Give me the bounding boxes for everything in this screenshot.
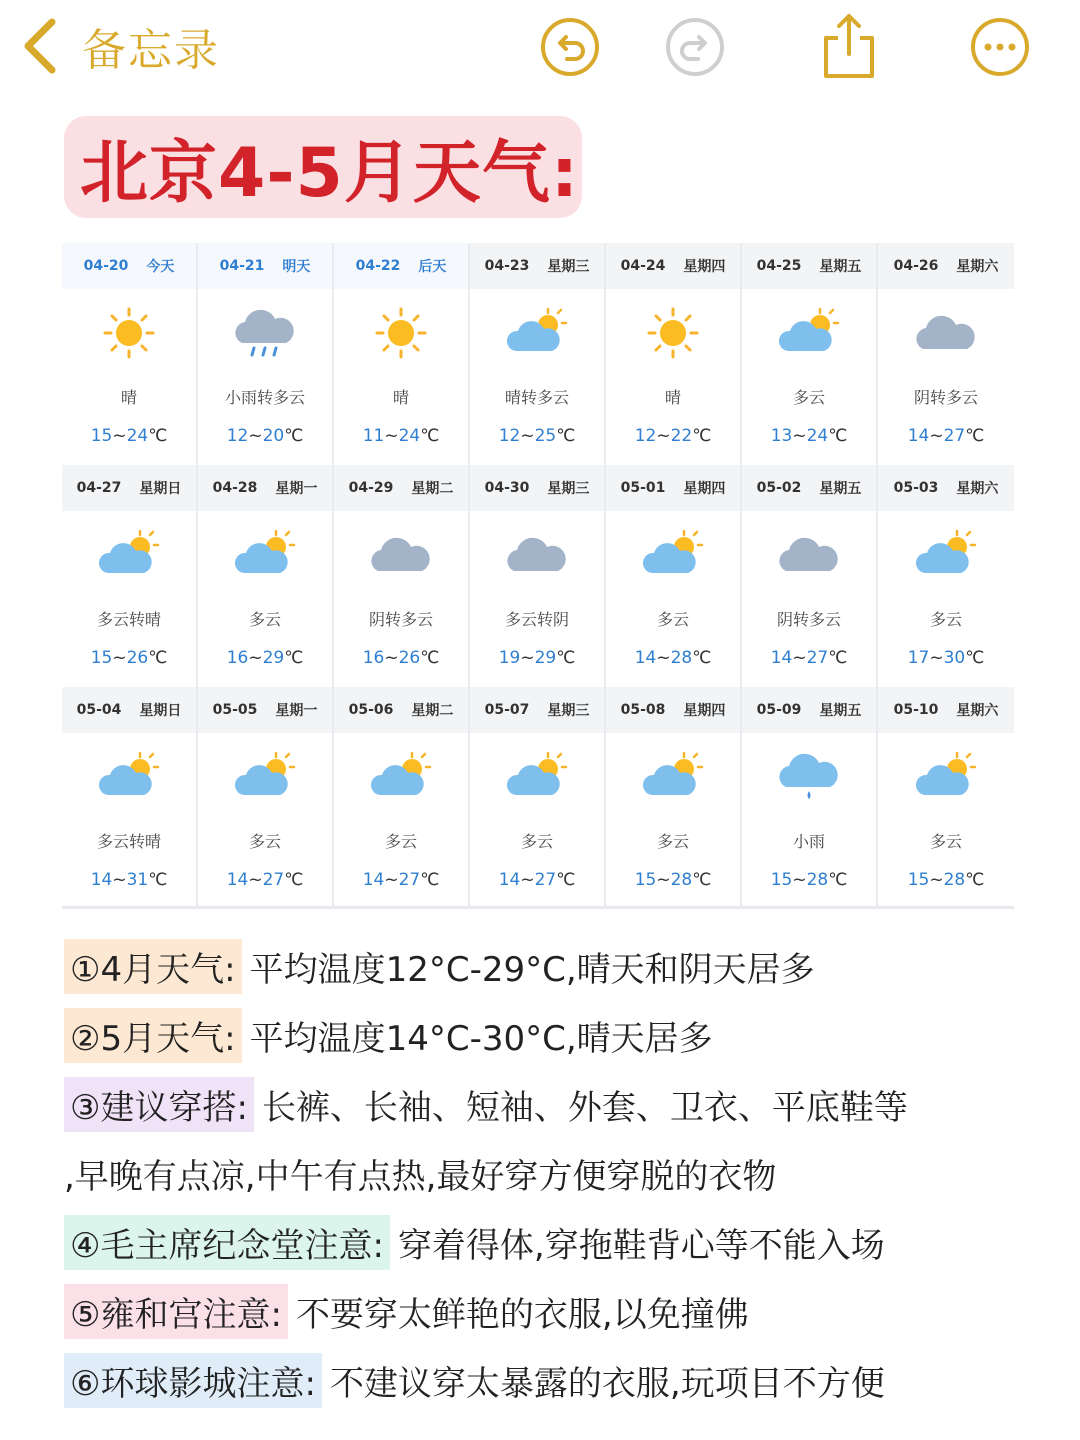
forecast-date: 05-05 <box>212 702 258 718</box>
forecast-temperature <box>771 870 848 890</box>
temp-high: 29 <box>534 648 557 668</box>
forecast-day-cell <box>62 465 198 687</box>
forecast-day-cell <box>878 243 1014 465</box>
temp-unit: ℃ <box>965 870 985 890</box>
forecast-temperature <box>499 870 576 890</box>
forecast-day-header <box>878 465 1014 511</box>
forecast-condition: 多云 <box>656 610 689 629</box>
forecast-temperature <box>635 870 712 890</box>
forecast-date: 04-28 <box>212 480 258 496</box>
note-text: 平均温度12°C-29°C,晴天和阴天居多 <box>249 950 815 990</box>
forecast-day-cell <box>878 465 1014 687</box>
temp-unit: ℃ <box>556 426 576 446</box>
temp-low: 16 <box>362 648 385 668</box>
partly-cloudy-icon <box>772 303 846 363</box>
forecast-condition: 晴 <box>392 388 409 407</box>
temp-low: 19 <box>498 648 521 668</box>
forecast-day-cell <box>606 243 742 465</box>
forecast-date: 04-21 <box>219 258 265 274</box>
forecast-weekday: 星期一 <box>275 481 318 497</box>
temp-low: 11 <box>362 426 385 446</box>
note-text: ,早晚有点凉,中午有点热,最好穿方便穿脱的衣物 <box>64 1157 777 1197</box>
forecast-temperature <box>635 648 712 668</box>
note-heading: ⑥环球影城注意: <box>64 1353 322 1408</box>
temp-low: 12 <box>226 426 249 446</box>
temp-high: 27 <box>943 426 966 446</box>
forecast-weekday: 星期五 <box>819 481 862 497</box>
forecast-day-header <box>198 465 332 511</box>
weather-forecast-table <box>62 243 1014 909</box>
forecast-day-cell <box>334 243 470 465</box>
forecast-day-header <box>742 243 876 289</box>
forecast-weekday: 星期四 <box>683 703 726 719</box>
forecast-day-header <box>62 243 196 289</box>
forecast-condition: 多云 <box>929 610 962 629</box>
partly-cloudy-icon <box>228 525 302 585</box>
temp-high: 24 <box>398 426 421 446</box>
undo-icon <box>539 16 601 78</box>
more-button[interactable] <box>969 16 1031 78</box>
share-button[interactable] <box>818 12 880 80</box>
forecast-date: 04-24 <box>620 258 666 274</box>
forecast-condition: 多云 <box>520 832 553 851</box>
forecast-weekday: 星期日 <box>139 703 182 719</box>
temp-low: 13 <box>770 426 793 446</box>
redo-button[interactable] <box>664 16 726 78</box>
temp-separator: ~ <box>792 870 807 890</box>
temp-separator: ~ <box>656 648 671 668</box>
temp-separator: ~ <box>112 870 127 890</box>
forecast-condition: 多云 <box>656 832 689 851</box>
forecast-condition: 多云转阴 <box>504 610 569 629</box>
share-icon <box>818 12 880 80</box>
temp-low: 15 <box>907 870 930 890</box>
forecast-day-cell <box>742 687 878 909</box>
temp-unit: ℃ <box>420 426 440 446</box>
forecast-date: 05-10 <box>893 702 939 718</box>
forecast-temperature <box>91 870 168 890</box>
forecast-day-header <box>878 687 1014 733</box>
overcast-icon <box>909 303 983 363</box>
note-heading: ③建议穿搭: <box>64 1077 254 1132</box>
temp-unit: ℃ <box>692 870 712 890</box>
forecast-condition: 多云 <box>248 832 281 851</box>
note-heading: ④毛主席纪念堂注意: <box>64 1215 390 1270</box>
note-line[interactable] <box>64 1346 1024 1415</box>
temp-high: 27 <box>806 648 829 668</box>
forecast-temperature <box>227 426 304 446</box>
forecast-day-cell <box>742 243 878 465</box>
forecast-condition: 多云 <box>929 832 962 851</box>
temp-low: 15 <box>634 870 657 890</box>
forecast-day-cell <box>878 687 1014 909</box>
overcast-icon <box>772 525 846 585</box>
forecast-day-header <box>62 687 196 733</box>
forecast-date: 05-02 <box>756 480 802 496</box>
temp-separator: ~ <box>520 648 535 668</box>
temp-unit: ℃ <box>556 870 576 890</box>
forecast-day-cell <box>470 687 606 909</box>
temp-unit: ℃ <box>148 648 168 668</box>
note-line[interactable] <box>64 1070 1024 1139</box>
forecast-day-header <box>334 687 468 733</box>
temp-low: 15 <box>90 648 113 668</box>
temp-separator: ~ <box>384 870 399 890</box>
temp-high: 31 <box>126 870 149 890</box>
temp-separator: ~ <box>656 426 671 446</box>
forecast-weekday: 星期一 <box>275 703 318 719</box>
overcast-icon <box>364 525 438 585</box>
forecast-day-cell <box>62 243 198 465</box>
forecast-day-cell <box>470 465 606 687</box>
forecast-weekday: 星期五 <box>819 259 862 275</box>
undo-button[interactable] <box>539 16 601 78</box>
forecast-date: 04-25 <box>756 258 802 274</box>
forecast-weekday: 星期四 <box>683 259 726 275</box>
forecast-day-cell <box>198 243 334 465</box>
forecast-temperature <box>363 426 440 446</box>
partly-cloudy-icon <box>92 525 166 585</box>
temp-unit: ℃ <box>284 870 304 890</box>
forecast-weekday: 星期三 <box>547 481 590 497</box>
temp-high: 26 <box>398 648 421 668</box>
temp-high: 29 <box>262 648 285 668</box>
temp-low: 14 <box>90 870 113 890</box>
temp-separator: ~ <box>520 870 535 890</box>
forecast-date: 05-04 <box>76 702 122 718</box>
forecast-day-cell <box>334 687 470 909</box>
note-line[interactable] <box>64 932 1024 1001</box>
forecast-temperature <box>363 648 440 668</box>
temp-high: 26 <box>126 648 149 668</box>
forecast-temperature <box>635 426 712 446</box>
note-text: 不建议穿太暴露的衣服,玩项目不方便 <box>329 1364 885 1404</box>
note-text: 长裤、长袖、短袖、外套、卫衣、平底鞋等 <box>261 1088 908 1128</box>
temp-unit: ℃ <box>692 648 712 668</box>
temp-separator: ~ <box>929 648 944 668</box>
forecast-condition: 多云转晴 <box>96 610 161 629</box>
chevron-left-icon <box>18 16 62 76</box>
note-line[interactable] <box>64 1277 1024 1346</box>
forecast-date: 04-30 <box>484 480 530 496</box>
partly-cloudy-icon <box>228 747 302 807</box>
forecast-temperature <box>771 426 848 446</box>
temp-unit: ℃ <box>828 426 848 446</box>
forecast-temperature <box>908 870 985 890</box>
forecast-temperature <box>227 870 304 890</box>
forecast-condition: 晴 <box>664 388 681 407</box>
forecast-day-cell <box>606 465 742 687</box>
partly-cloudy-icon <box>909 747 983 807</box>
temp-low: 14 <box>770 648 793 668</box>
forecast-temperature <box>363 870 440 890</box>
forecast-day-header <box>198 687 332 733</box>
redo-icon <box>664 16 726 78</box>
temp-separator: ~ <box>112 648 127 668</box>
temp-high: 28 <box>670 648 693 668</box>
title-highlight <box>64 116 582 218</box>
temp-high: 27 <box>262 870 285 890</box>
temp-high: 24 <box>806 426 829 446</box>
light-rain-icon <box>772 747 846 807</box>
temp-low: 14 <box>634 648 657 668</box>
forecast-weekday: 星期四 <box>683 481 726 497</box>
temp-separator: ~ <box>929 426 944 446</box>
forecast-day-header <box>470 465 604 511</box>
forecast-condition: 阴转多云 <box>913 388 978 407</box>
forecast-date: 05-06 <box>348 702 394 718</box>
forecast-temperature <box>91 426 168 446</box>
temp-low: 15 <box>770 870 793 890</box>
forecast-weekday: 星期二 <box>411 703 454 719</box>
temp-low: 16 <box>226 648 249 668</box>
forecast-day-cell <box>742 465 878 687</box>
overcast-icon <box>500 525 574 585</box>
forecast-weekday: 星期六 <box>956 259 999 275</box>
temp-high: 28 <box>943 870 966 890</box>
temp-low: 15 <box>90 426 113 446</box>
temp-unit: ℃ <box>284 426 304 446</box>
note-text: 穿着得体,穿拖鞋背心等不能入场 <box>397 1226 885 1266</box>
sun-icon <box>636 303 710 363</box>
forecast-day-header <box>470 243 604 289</box>
forecast-weekday: 星期六 <box>956 481 999 497</box>
forecast-date: 05-01 <box>620 480 666 496</box>
temp-low: 17 <box>907 648 930 668</box>
temp-low: 14 <box>907 426 930 446</box>
temp-unit: ℃ <box>828 648 848 668</box>
temp-high: 22 <box>670 426 693 446</box>
note-heading: ①4月天气: <box>64 939 242 994</box>
temp-unit: ℃ <box>556 648 576 668</box>
forecast-date: 04-26 <box>893 258 939 274</box>
forecast-day-cell <box>334 465 470 687</box>
forecast-temperature <box>908 648 985 668</box>
forecast-day-cell <box>470 243 606 465</box>
forecast-date: 05-07 <box>484 702 530 718</box>
partly-cloudy-icon <box>92 747 166 807</box>
partly-cloudy-icon <box>500 303 574 363</box>
forecast-day-header <box>62 465 196 511</box>
temp-separator: ~ <box>520 426 535 446</box>
forecast-date: 04-23 <box>484 258 530 274</box>
forecast-date: 05-09 <box>756 702 802 718</box>
forecast-temperature <box>771 648 848 668</box>
forecast-day-cell <box>606 687 742 909</box>
page-title[interactable]: 北京4-5月天气: <box>80 133 580 213</box>
forecast-day-cell <box>198 687 334 909</box>
temp-unit: ℃ <box>420 870 440 890</box>
temp-high: 20 <box>262 426 285 446</box>
rain-cloud-icon <box>228 303 302 363</box>
forecast-condition: 晴 <box>120 388 137 407</box>
temp-high: 27 <box>534 870 557 890</box>
forecast-date: 04-27 <box>76 480 122 496</box>
forecast-date: 04-22 <box>355 258 401 274</box>
temp-separator: ~ <box>929 870 944 890</box>
forecast-weekday: 星期三 <box>547 259 590 275</box>
forecast-weekday: 后天 <box>418 259 447 275</box>
temp-unit: ℃ <box>148 426 168 446</box>
forecast-condition: 阴转多云 <box>776 610 841 629</box>
forecast-day-cell <box>62 687 198 909</box>
partly-cloudy-icon <box>909 525 983 585</box>
top-toolbar <box>0 0 1080 96</box>
forecast-condition: 小雨 <box>792 832 825 851</box>
forecast-date: 04-20 <box>83 258 129 274</box>
note-line[interactable] <box>64 1139 1024 1208</box>
forecast-date: 04-29 <box>348 480 394 496</box>
partly-cloudy-icon <box>500 747 574 807</box>
forecast-weekday: 今天 <box>146 259 175 275</box>
temp-separator: ~ <box>112 426 127 446</box>
forecast-date: 05-08 <box>620 702 666 718</box>
note-heading: ⑤雍和宫注意: <box>64 1284 288 1339</box>
temp-unit: ℃ <box>692 426 712 446</box>
forecast-day-header <box>606 465 740 511</box>
temp-unit: ℃ <box>965 426 985 446</box>
temp-high: 30 <box>943 648 966 668</box>
partly-cloudy-icon <box>636 525 710 585</box>
temp-unit: ℃ <box>965 648 985 668</box>
forecast-temperature <box>499 426 576 446</box>
temp-unit: ℃ <box>284 648 304 668</box>
temp-high: 24 <box>126 426 149 446</box>
forecast-day-header <box>334 243 468 289</box>
temp-low: 14 <box>362 870 385 890</box>
forecast-condition: 多云 <box>792 388 825 407</box>
temp-low: 14 <box>226 870 249 890</box>
forecast-condition: 多云 <box>384 832 417 851</box>
temp-separator: ~ <box>656 870 671 890</box>
temp-unit: ℃ <box>828 870 848 890</box>
forecast-temperature <box>908 426 985 446</box>
forecast-date: 05-03 <box>893 480 939 496</box>
temp-unit: ℃ <box>420 648 440 668</box>
forecast-temperature <box>91 648 168 668</box>
partly-cloudy-icon <box>636 747 710 807</box>
forecast-condition: 小雨转多云 <box>224 388 305 407</box>
forecast-temperature <box>499 648 576 668</box>
notes-list[interactable] <box>64 932 1024 1415</box>
partly-cloudy-icon <box>364 747 438 807</box>
temp-separator: ~ <box>792 648 807 668</box>
temp-separator: ~ <box>384 426 399 446</box>
sun-icon <box>364 303 438 363</box>
back-label: 备忘录 <box>82 25 220 76</box>
forecast-condition: 阴转多云 <box>368 610 433 629</box>
back-button[interactable] <box>18 14 220 78</box>
temp-high: 28 <box>806 870 829 890</box>
temp-separator: ~ <box>792 426 807 446</box>
forecast-day-header <box>606 243 740 289</box>
forecast-day-header <box>198 243 332 289</box>
forecast-day-header <box>742 465 876 511</box>
forecast-day-header <box>470 687 604 733</box>
temp-low: 12 <box>634 426 657 446</box>
forecast-condition: 晴转多云 <box>504 388 569 407</box>
note-line[interactable] <box>64 1208 1024 1277</box>
forecast-condition: 多云转晴 <box>96 832 161 851</box>
temp-low: 12 <box>498 426 521 446</box>
temp-separator: ~ <box>248 870 263 890</box>
forecast-weekday: 星期六 <box>956 703 999 719</box>
note-text: 不要穿太鲜艳的衣服,以免撞佛 <box>295 1295 749 1335</box>
note-line[interactable] <box>64 1001 1024 1070</box>
forecast-day-cell <box>198 465 334 687</box>
temp-separator: ~ <box>248 426 263 446</box>
more-icon <box>969 16 1031 78</box>
note-text: 平均温度14°C-30°C,晴天居多 <box>249 1019 713 1059</box>
temp-high: 25 <box>534 426 557 446</box>
forecast-day-header <box>334 465 468 511</box>
forecast-weekday: 星期三 <box>547 703 590 719</box>
temp-high: 27 <box>398 870 421 890</box>
forecast-temperature <box>227 648 304 668</box>
temp-unit: ℃ <box>148 870 168 890</box>
forecast-day-header <box>742 687 876 733</box>
forecast-weekday: 星期五 <box>819 703 862 719</box>
temp-separator: ~ <box>384 648 399 668</box>
forecast-condition: 多云 <box>248 610 281 629</box>
note-heading: ②5月天气: <box>64 1008 242 1063</box>
temp-high: 28 <box>670 870 693 890</box>
temp-separator: ~ <box>248 648 263 668</box>
temp-low: 14 <box>498 870 521 890</box>
forecast-weekday: 星期日 <box>139 481 182 497</box>
sun-icon <box>92 303 166 363</box>
forecast-day-header <box>606 687 740 733</box>
forecast-day-header <box>878 243 1014 289</box>
forecast-weekday: 星期二 <box>411 481 454 497</box>
forecast-weekday: 明天 <box>282 259 311 275</box>
